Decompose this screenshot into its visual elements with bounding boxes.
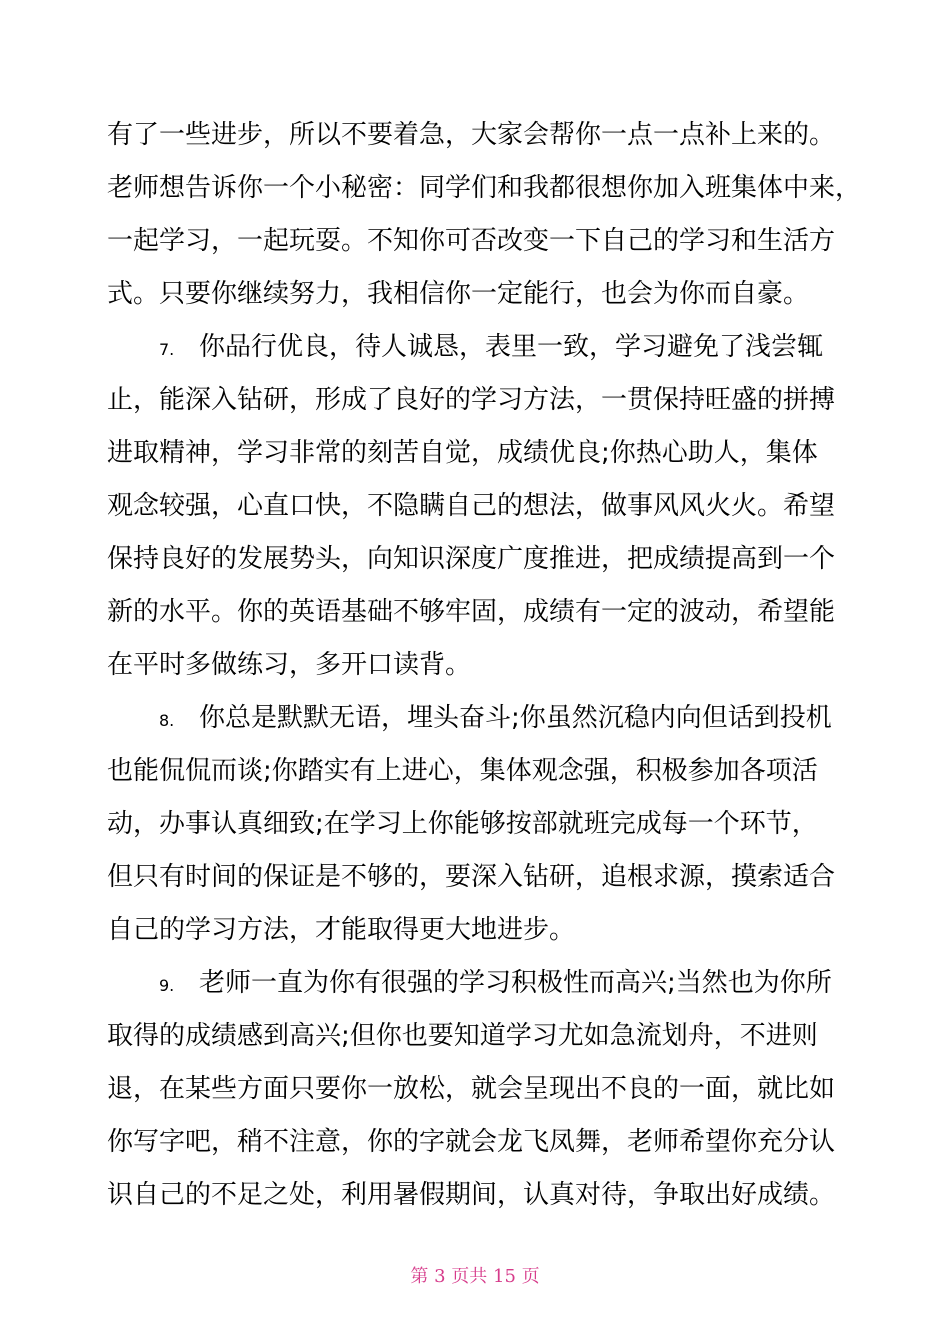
text-line: 一起学习，一起玩耍。不知你可否改变一下自己的学习和生活方 xyxy=(107,226,836,256)
paragraph-start-line xyxy=(159,327,843,367)
text-line: 有了一些进步，所以不要着急，大家会帮你一点一点补上来的。 xyxy=(107,120,836,150)
item-number: 7. xyxy=(159,340,175,359)
text-line: 保持良好的发展势头，向知识深度广度推进，把成绩提高到一个 xyxy=(107,544,836,574)
text-line: 在平时多做练习，多开口读背。 xyxy=(107,650,472,680)
text-line: 止，能深入钻研，形成了良好的学习方法，一贯保持旺盛的拼搏 xyxy=(107,385,836,415)
item-number: 9. xyxy=(159,976,175,995)
text-line: 式。只要你继续努力，我相信你一定能行，也会为你而自豪。 xyxy=(107,279,810,309)
text-line: 识自己的不足之处，利用暑假期间，认真对待，争取出好成绩。 xyxy=(107,1180,836,1210)
text-line: 老师一直为你有很强的学习积极性而高兴;当然也为你所 xyxy=(199,968,832,998)
text-line: 你写字吧，稍不注意，你的字就会龙飞凤舞，老师希望你充分认 xyxy=(107,1127,836,1157)
paragraph-start-line xyxy=(159,963,843,1003)
text-line: 动，办事认真细致;在学习上你能够按部就班完成每一个环节， xyxy=(107,809,818,839)
text-line: 但只有时间的保证是不够的，要深入钻研，追根求源，摸索适合 xyxy=(107,862,836,892)
item-number: 8. xyxy=(159,711,175,730)
page-footer: 第 3 页共 15 页 xyxy=(410,1266,540,1287)
text-line: 新的水平。你的英语基础不够牢固，成绩有一定的波动，希望能 xyxy=(107,597,836,627)
paragraph-start-line xyxy=(159,698,843,738)
text-line: 你品行优良，待人诚恳，表里一致，学习避免了浅尝辄 xyxy=(199,332,824,362)
text-line: 老师想告诉你一个小秘密：同学们和我都很想你加入班集体中来， xyxy=(107,173,862,203)
text-line: 观念较强，心直口快，不隐瞒自己的想法，做事风风火火。希望 xyxy=(107,491,836,521)
text-line: 自己的学习方法，才能取得更大地进步。 xyxy=(107,915,576,945)
text-line: 退，在某些方面只要你一放松，就会呈现出不良的一面，就比如 xyxy=(107,1074,836,1104)
text-line: 取得的成绩感到高兴;但你也要知道学习尤如急流划舟，不进则 xyxy=(107,1021,818,1051)
text-line: 也能侃侃而谈;你踏实有上进心，集体观念强，积极参加各项活 xyxy=(107,756,818,786)
text-line: 你总是默默无语，埋头奋斗;你虽然沉稳内向但话到投机 xyxy=(199,703,832,733)
text-line: 进取精神，学习非常的刻苦自觉，成绩优良;你热心助人，集体 xyxy=(107,438,818,468)
